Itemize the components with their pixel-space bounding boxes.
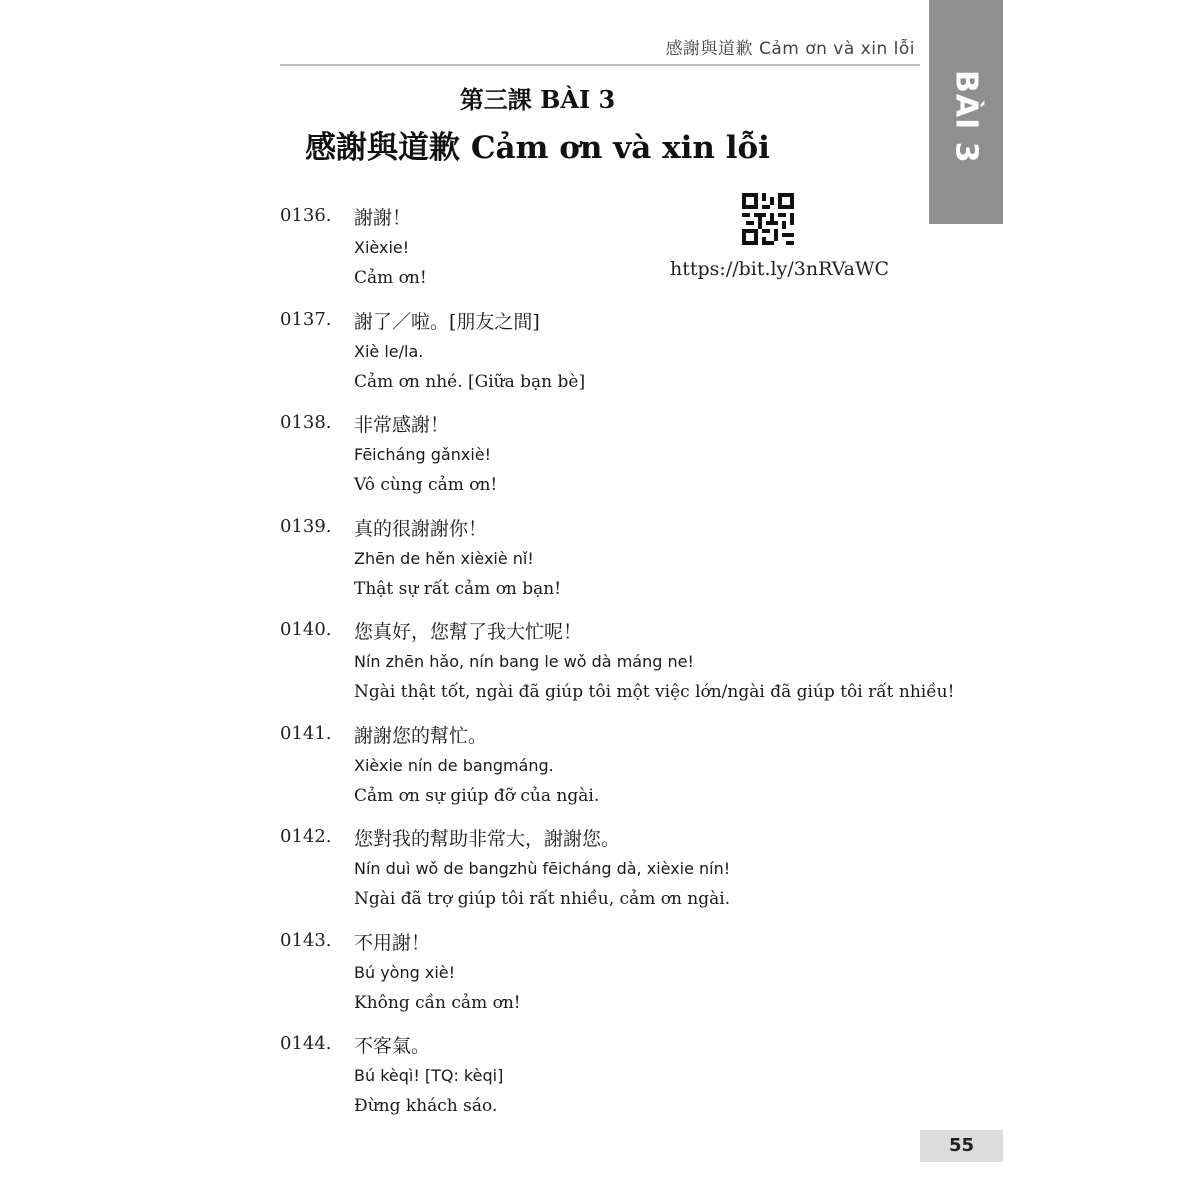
vietnamese-text: Thật sự rất cảm ơn bạn! [354,578,562,599]
page-number: 55 [920,1130,1003,1162]
pinyin-text: Nín zhēn hǎo, nín bang le wǒ dà máng ne! [354,652,694,671]
entry-number: 0139. [280,515,332,537]
entry-number: 0141. [280,722,332,744]
vietnamese-text: Cảm ơn! [354,268,427,288]
chinese-text: 謝謝您的幫忙。 [354,724,488,747]
pinyin-text: Bú kèqì! [TQ: kèqi] [354,1066,504,1085]
chinese-text: 真的很謝謝你！ [354,517,488,540]
phrase-entry [280,617,955,721]
chinese-text: 謝了／啦。[朋友之間] [354,310,540,333]
phrase-entry [280,928,920,1032]
phrase-entry [280,514,920,618]
chinese-text: 不用謝！ [354,931,431,954]
qr-url-link[interactable]: https://bit.ly/3nRVaWC [670,258,890,280]
phrase-entry [280,307,920,411]
phrase-entry [280,203,920,307]
chinese-text: 您真好，您幫了我大忙呢！ [354,621,583,643]
chinese-text: 您對我的幫助非常大，謝謝您。 [354,828,621,850]
chinese-text: 非常感謝！ [354,414,450,436]
entry-number: 0143. [280,929,332,951]
vietnamese-text: Ngài đã trợ giúp tôi rất nhiều, cảm ơn ngài. [354,889,731,909]
header-rule [280,64,920,66]
entry-number: 0144. [280,1033,332,1054]
pinyin-text: Fēicháng gǎnxiè! [354,445,492,464]
chinese-text: 謝謝！ [354,207,412,229]
entry-number: 0140. [280,619,332,640]
pinyin-text: Xiè le/la. [354,341,424,361]
vietnamese-text: Ngài thật tốt, ngài đã giúp tôi một việc lớn/ngài đã giúp tôi rất nhiều! [354,682,955,702]
vietnamese-text: Cảm ơn nhé. [Giữa bạn bè] [354,371,586,392]
entry-number: 0137. [280,308,332,330]
phrase-entry [280,824,920,928]
lesson-number: 第三課 BÀI 3 [459,85,616,114]
pinyin-text: Xièxie nín de bangmáng. [354,755,554,775]
lesson-title: 感謝與道歉 Cảm ơn và xin lỗi [305,130,770,166]
vietnamese-text: Vô cùng cảm ơn! [354,475,498,495]
phrase-entry [280,721,920,825]
running-head: 感謝與道歉 Cảm ơn và xin lỗi [665,39,915,59]
pinyin-text: Xièxie! [354,238,410,257]
entry-number: 0138. [280,412,332,433]
chapter-side-tab-label: BÀI 3 [948,70,984,164]
pinyin-text: Bú yòng xiè! [354,962,456,982]
entry-number: 0136. [280,205,332,226]
vietnamese-text: Cảm ơn sự giúp đỡ của ngài. [354,785,600,806]
vietnamese-text: Đừng khách sáo. [354,1096,498,1116]
vietnamese-text: Không cần cảm ơn! [354,992,521,1013]
pinyin-text: Zhēn de hěn xièxiè nǐ! [354,548,534,568]
pinyin-text: Nín duì wǒ de bangzhù fēicháng dà, xièxie nín! [354,859,731,878]
chinese-text: 不客氣。 [354,1035,431,1057]
entry-number: 0142. [280,826,332,847]
phrase-entry [280,410,920,514]
phrase-entry [280,1031,920,1135]
phrase-list [280,203,955,1135]
